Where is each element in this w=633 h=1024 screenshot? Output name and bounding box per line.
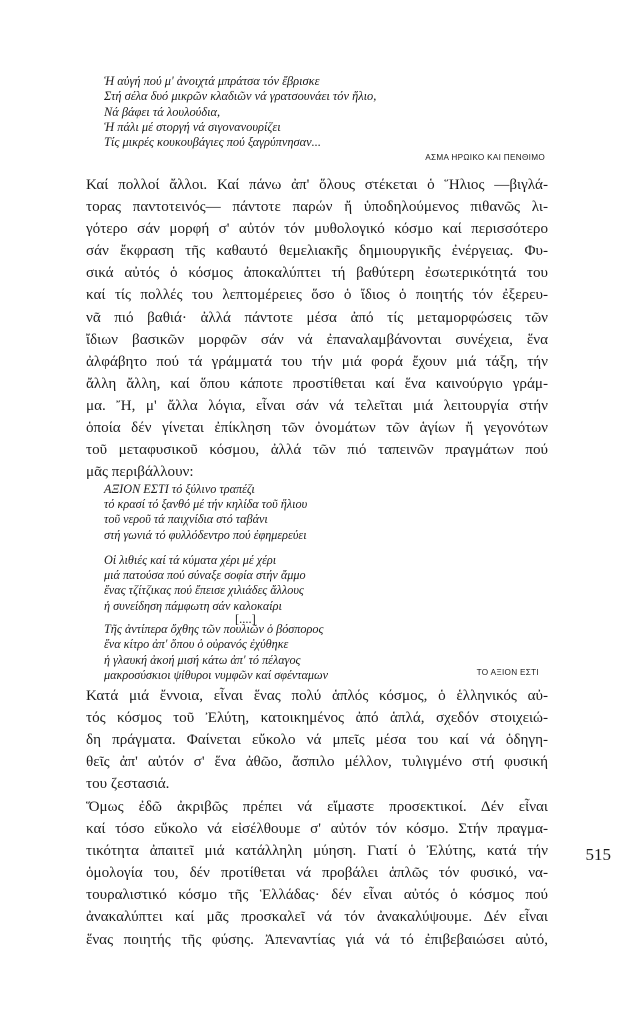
text-line: γότερο σάν μορφή σ' αὐτόν τόν μυθολογικό κόσμο καί περισσότερο [86,221,548,238]
poem-source: ΤΟ ΑΞΙΟΝ ΕΣΤΙ [476,668,539,677]
poem-stanza-3 [104,607,524,683]
text-line: νᾶ πιό βαθιά· ἀλλά πάντοτε μέσα ἀπό τίς μεταμορφώσεις τῶν [86,309,548,326]
text-line: τικότητα ἀπαιτεῖ μιά κατάλληλη μύηση. Γιατί ὁ Ἐλύτης, κατά τήν [86,843,548,860]
poem-line: μιά πατούσα πού σύναξε σοφία στήν ἄμμο [104,568,306,583]
page-number: 515 [585,845,611,864]
text-line: ἄλλη ἄλλη, καί ὅπου κάποτε προστίθεται καί ἕνα καινούργιο γράμ- [86,375,548,392]
text-line: του ζεστασιά. [86,776,170,793]
text-line: ὁποία δέν γίνεται ἐπίκληση τῶν ὀνομάτων τῶν ἁγίων ἤ γεγονότων [86,420,548,437]
text-line: ἀνακαλύπτει καί μᾶς προσκαλεῖ νά τόν ἀνακαλύψουμε. Δέν εἶναι [86,909,548,926]
poem-line: τό κρασί τό ξανθό μέ τήν κηλίδα τοῦ ἥλιου [104,497,308,512]
text-line: σικά αὐτός ὁ κόσμος ἀποκαλύπτει τή βαθύτερη ἐσωτερικότητά του [86,265,548,282]
text-line: καί τίς πολλές του λεπτομέρειες ὅσο ὁ ἴδιος ὁ ποιητής τόν ἐξερευ- [86,287,548,304]
poem-line: ΑΞΙΟΝ ΕΣΤΙ τό ξύλινο τραπέζι [104,482,255,496]
epigraph-line: Ἡ αὐγή πού μ' ἀνοιχτά μπράτσα τόν ἔβρισκε [104,74,320,88]
text-line: τοῦ μεταφυσικοῦ κόσμου, ἀλλά τῶν πιό ταπεινῶν πραγμάτων πού [86,442,548,459]
poem-line: Οἱ λιθιές καί τά κύματα χέρι μέ χέρι [104,553,277,567]
paragraph-2 [86,685,548,795]
poem-stanza-1 [104,482,524,543]
text-line: Καί πολλοί ἄλλοι. Καί πάνω ἀπ' ὅλους στέκεται ὁ Ἥλιος —βιγλά- [86,177,548,193]
text-line: τουραλιστικό κόσμο τῆς Ἑλλάδας· δέν εἶναι αὐτός ὁ κόσμος πού [86,887,548,904]
text-line: ὁμολογία του, δέν προτίθεται νά προβάλει ἁπλῶς τόν φυσικό, να- [86,865,548,882]
epigraph-line: Τίς μικρές κουκουβάγιες πού ξαγρύπνησαν... [104,135,321,150]
text-line: σάν ἔκφραση τῆς καθαυτό θεμελιακῆς δημιουργικῆς ἐνέργειας. Φυ- [86,243,548,260]
poem-line: ἕνας τζίτζικας πού ἔπεισε χιλιάδες ἄλλους [104,583,304,598]
poem-line: Τῆς ἀντίπερα ὄχθης τῶν πουλιῶν ὁ βόσπορος [104,622,324,637]
poem-line: τοῦ νεροῦ τά παιχνίδια στό ταβάνι [104,512,268,527]
text-line: καί τόσο εὔκολο νά εἰσέλθουμε σ' αὐτόν τόν κόσμο. Στήν πραγμα- [86,821,548,838]
poem-line: ἡ γλαυκή ἀκοή μισή κάτω ἀπ' τό πέλαγος [104,652,301,667]
text-line: δη πράγματα. Φαίνεται εὔκολο νά μπεῖς μέσα του καί νά ὁδηγη- [86,732,548,749]
paragraph-1 [86,174,548,483]
text-line: ἀλφάβητο πού τά γράμματά του τήν μιά φορά ἔχουν μιά τάξη, τήν [86,353,548,370]
text-line: ἴδιων βασικῶν μορφῶν σάν νά ἐπαναλαμβάνονται συνέχεια, ἕνα [86,331,548,348]
poem-stanza-2 [104,553,524,614]
epigraph-line: Ἡ πάλι μέ στοργή νά σιγονανουρίζει [104,119,281,134]
epigraph-poem [104,74,544,150]
text-line: μᾶς περιβάλλουν: [86,464,194,481]
epigraph-line: Νά βάφει τά λουλούδια, [104,104,221,119]
poem-line: στή γωνιά τό φυλλόδεντρο πού ἐφημερεύει [104,527,307,542]
text-line: τός κόσμος τοῦ Ἐλύτη, κατοικημένος ἀπό ἁπλά, σχεδόν στοιχειώ- [86,710,548,727]
poem-line: ἡ συνείδηση πάμφωτη σάν καλοκαίρι [104,598,282,613]
text-line: Ὅμως ἐδῶ ἀκριβῶς πρέπει νά εἴμαστε προσεκτικοί. Δέν εἶναι [86,799,548,815]
text-line: μα. Ἤ, μ' ἄλλα λόγια, εἶναι σάν νά τελεῖται μιά λειτουργία στήν [86,397,548,414]
epigraph-source: ΑΣΜΑ ΗΡΩΙΚΟ ΚΑΙ ΠΕΝΘΙΜΟ [425,153,545,162]
poem-line: ἕνα κίτρο ἀπ' ὅπου ὁ οὐρανός ἐχύθηκε [104,637,289,652]
paragraph-3 [86,796,548,951]
text-line: ἕνας ποιητής τῆς φύσης. Ἀπεναντίας γιά νά τό ἐπιβεβαιώσει αὐτό, [86,931,548,948]
poem-omission-mark: [....] [235,612,256,626]
epigraph-line: Στή σέλα δυό μικρῶν κλαδιῶν νά γρατσουνάει τόν ἥλιο, [104,89,377,104]
text-line: θεῖς ἀπ' αὐτόν σ' ἕνα ἀθῶο, ἄσπιλο μέλλον, τυλιγμένο στή φυσική [86,754,548,771]
text-line: τορας παντοτεινός— πάντοτε παρών ἤ ὑποδηλούμενος πιθανῶς λι- [86,199,548,216]
poem-line: μακροσύσκιοι ψίθυροι νυμφῶν καί σφένταμων [104,667,329,682]
text-line: Κατά μιά ἔννοια, εἶναι ἕνας πολύ ἁπλός κόσμος, ὁ ἑλληνικός αὐ- [86,688,548,704]
